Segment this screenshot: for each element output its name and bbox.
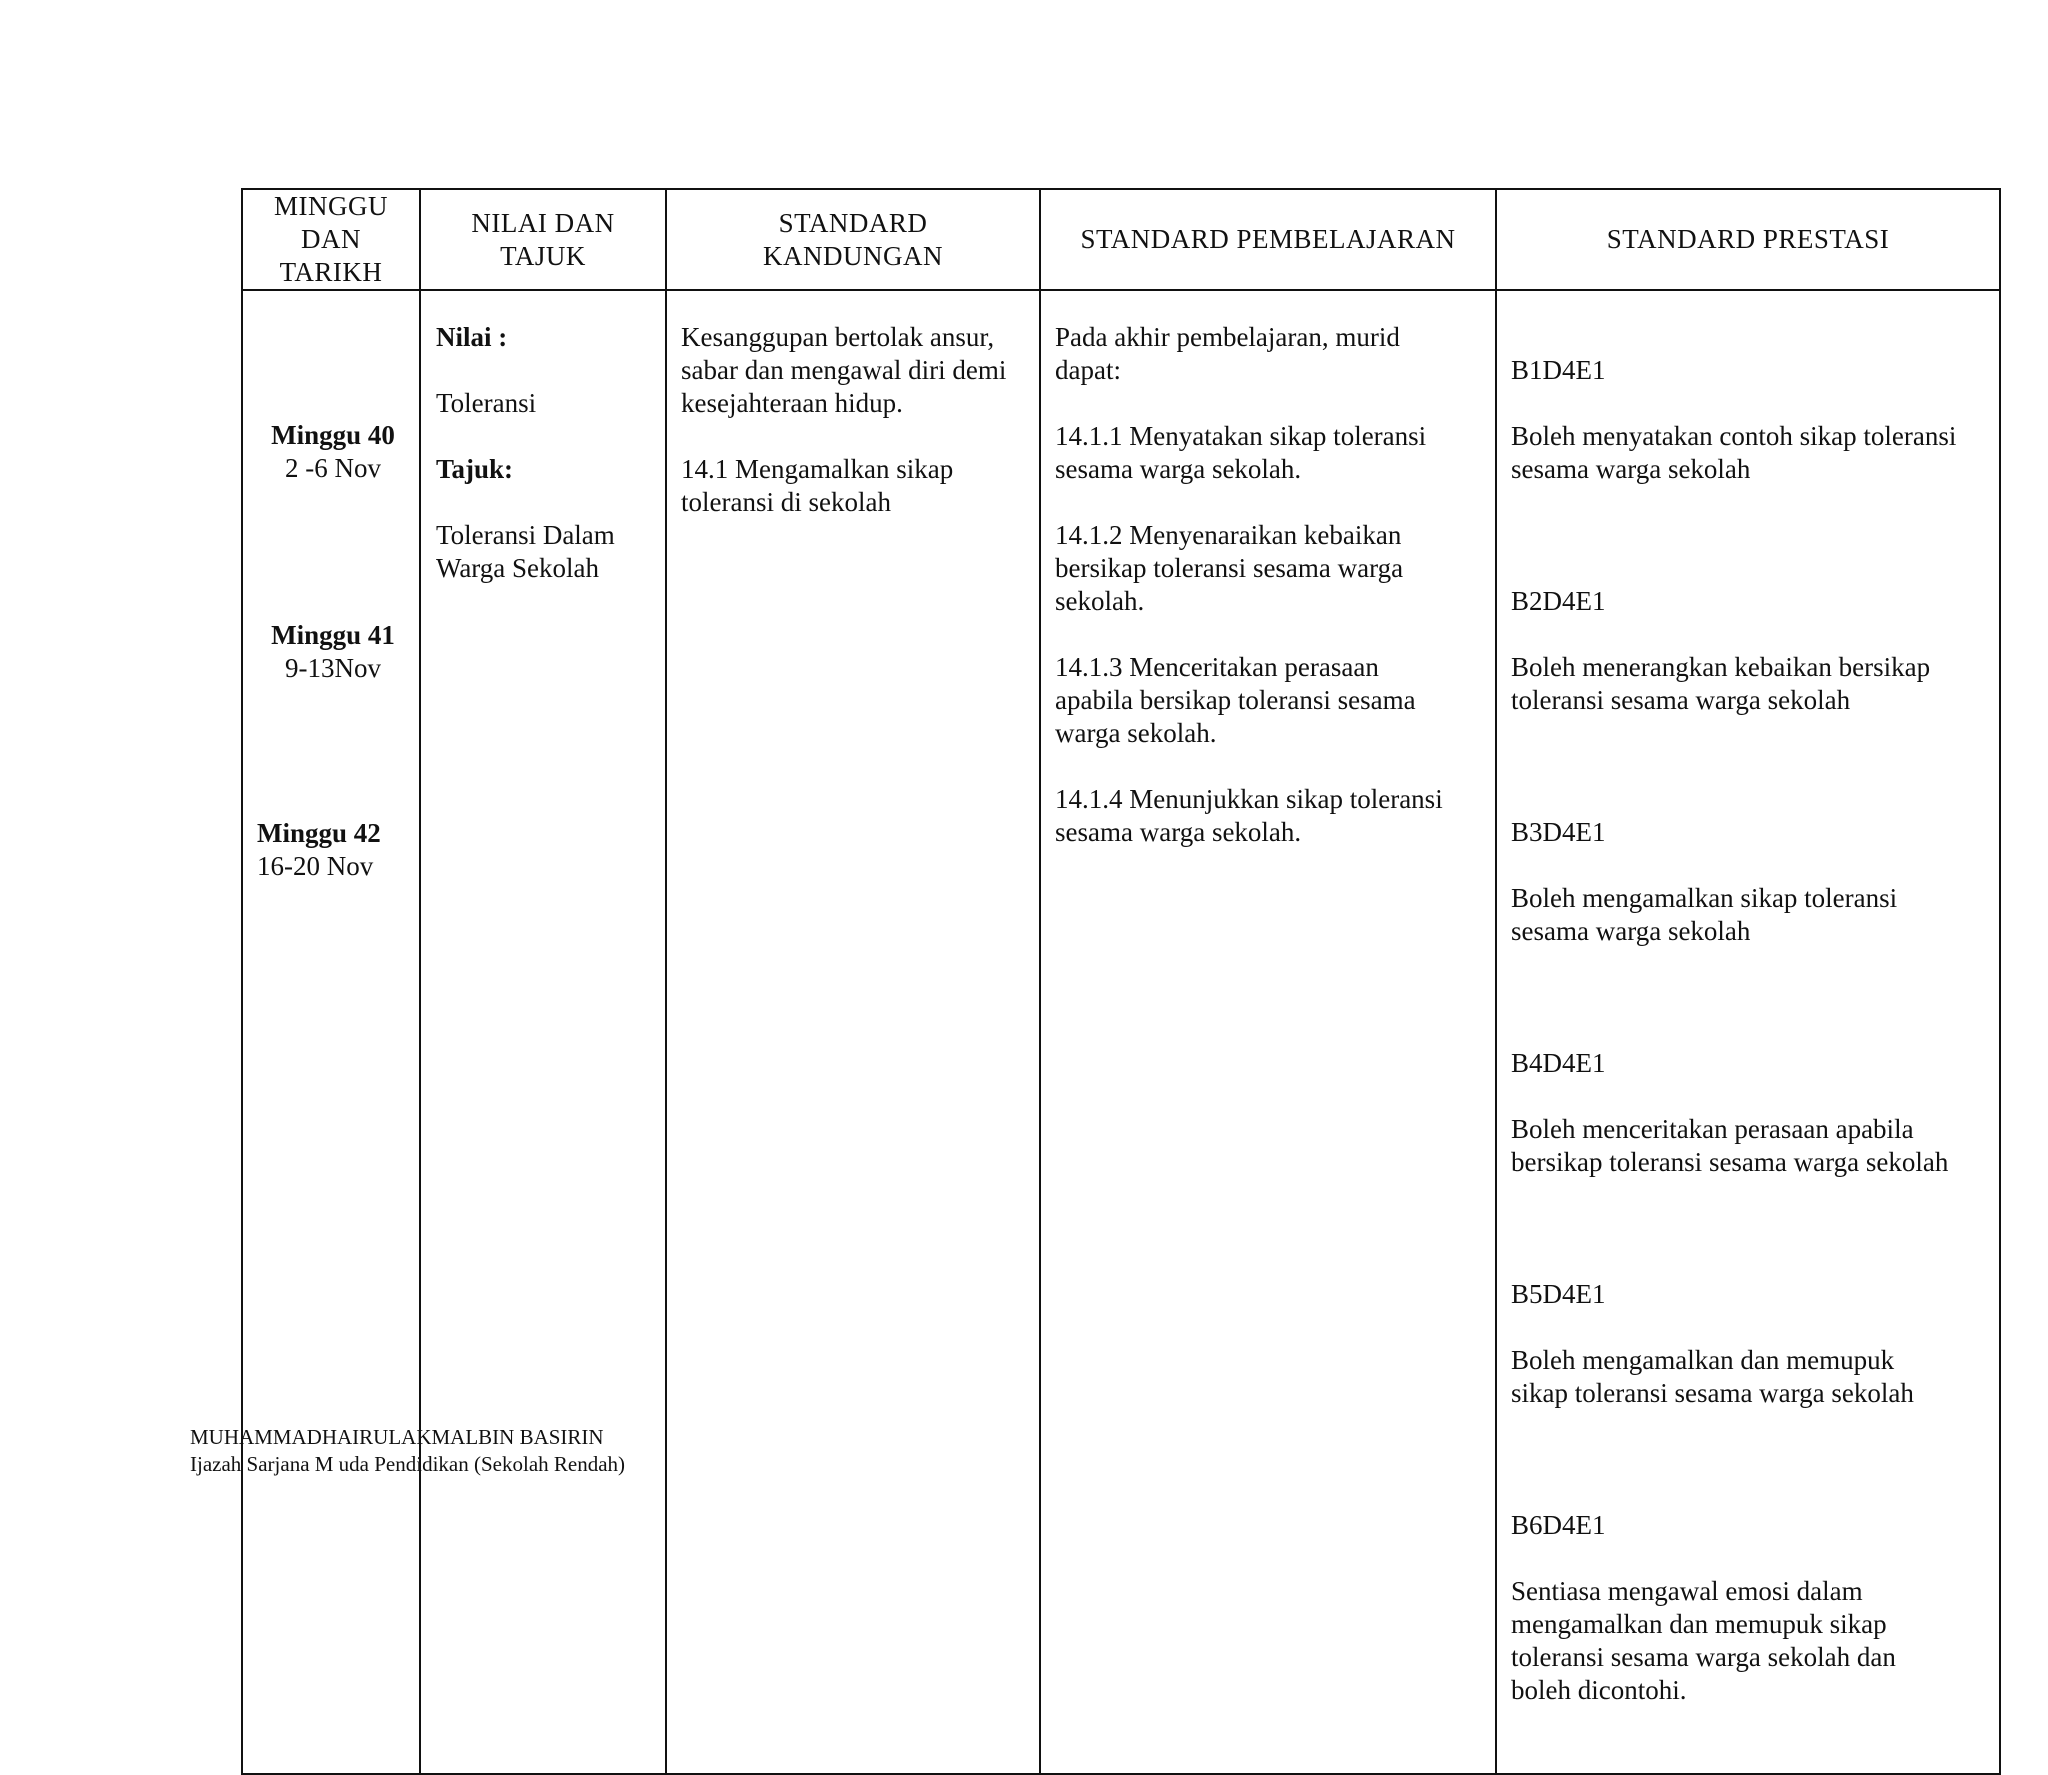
- prestasi-description: Boleh mengamalkan sikap toleransi sesama warga sekolah: [1511, 883, 1898, 946]
- header-line: STANDARD PRESTASI: [1606, 224, 1890, 254]
- prestasi-entry: [1511, 1476, 1985, 1740]
- week-entry: [257, 817, 397, 883]
- header-nilai-dan-tajuk: [420, 189, 666, 290]
- tajuk-value: Toleransi Dalam Warga Sekolah: [436, 520, 615, 583]
- header-line: MINGGU: [274, 191, 388, 221]
- prestasi-description: Boleh mengamalkan dan memupuk sikap toleransi sesama warga sekolah: [1511, 1345, 1914, 1408]
- header-minggu-dan-tarikh: [242, 189, 420, 290]
- prestasi-code: B1D4E1: [1511, 355, 1606, 385]
- week-entry: [263, 419, 403, 485]
- cell-minggu-dan-tarikh: [242, 290, 420, 1774]
- nilai-label: Nilai :: [436, 322, 508, 352]
- prestasi-code: B5D4E1: [1511, 1279, 1606, 1309]
- week-label: Minggu 42: [257, 818, 381, 848]
- week-date: 2 -6 Nov: [285, 453, 381, 483]
- week-label: Minggu 41: [271, 620, 395, 650]
- author-program: Ijazah Sarjana M uda Pendidikan (Sekolah Rendah): [190, 1452, 626, 1476]
- table-header-row: [242, 189, 2000, 290]
- prestasi-code: B3D4E1: [1511, 817, 1606, 847]
- header-line: STANDARD PEMBELAJARAN: [1080, 224, 1456, 254]
- author-name: MUHAMMADHAIRULAKMALBIN BASIRIN: [190, 1425, 604, 1449]
- header-line: TAJUK: [500, 240, 586, 271]
- prestasi-entry: [1511, 552, 1985, 750]
- header-line: KANDUNGAN: [763, 240, 943, 271]
- week-date: 9-13Nov: [285, 653, 381, 683]
- header-standard-kandungan: [666, 189, 1040, 290]
- week-label: Minggu 40: [271, 420, 395, 450]
- pembelajaran-paragraph: Pada akhir pembelajaran, murid dapat:: [1055, 322, 1400, 385]
- cell-standard-pembelajaran: [1040, 290, 1496, 1774]
- header-line: NILAI DAN: [471, 207, 615, 238]
- header-standard-prestasi: [1496, 189, 2000, 290]
- header-line: TARIKH: [279, 257, 383, 287]
- lesson-plan-table: [241, 188, 2001, 1775]
- prestasi-entry: [1511, 1245, 1985, 1443]
- header-line: DAN: [301, 224, 361, 254]
- kandungan-paragraph: Kesanggupan bertolak ansur, sabar dan mengawal diri demi kesejahteraan hidup.: [681, 322, 1007, 418]
- cell-standard-kandungan: [666, 290, 1040, 1774]
- header-line: STANDARD: [778, 207, 928, 238]
- prestasi-entry: [1511, 783, 1985, 981]
- table-body-row: [242, 290, 2000, 1774]
- kandungan-paragraph: 14.1 Mengamalkan sikap toleransi di sekolah: [681, 454, 954, 517]
- prestasi-description: Boleh menceritakan perasaan apabila bersikap toleransi sesama warga sekolah: [1511, 1114, 1949, 1177]
- header-standard-pembelajaran: [1040, 189, 1496, 290]
- prestasi-code: B4D4E1: [1511, 1048, 1606, 1078]
- prestasi-entry: [1511, 321, 1985, 519]
- pembelajaran-paragraph: 14.1.3 Menceritakan perasaan apabila bersikap toleransi sesama warga sekolah.: [1055, 652, 1416, 748]
- page-footer: [190, 1424, 625, 1478]
- nilai-value: Toleransi: [436, 388, 537, 418]
- cell-nilai-dan-tajuk: [420, 290, 666, 1774]
- prestasi-code: B6D4E1: [1511, 1510, 1606, 1540]
- prestasi-code: B2D4E1: [1511, 586, 1606, 616]
- tajuk-label: Tajuk:: [436, 454, 514, 484]
- prestasi-description: Sentiasa mengawal emosi dalam mengamalkan dan memupuk sikap toleransi sesama warga sekolah dan boleh dicontohi.: [1511, 1576, 1896, 1705]
- week-entry: [263, 619, 403, 685]
- prestasi-entry: [1511, 1014, 1985, 1212]
- prestasi-description: Boleh menyatakan contoh sikap toleransi sesama warga sekolah: [1511, 421, 1957, 484]
- cell-standard-prestasi: [1496, 290, 2000, 1774]
- week-date: 16-20 Nov: [257, 851, 374, 881]
- prestasi-description: Boleh menerangkan kebaikan bersikap toleransi sesama warga sekolah: [1511, 652, 1931, 715]
- pembelajaran-paragraph: 14.1.1 Menyatakan sikap toleransi sesama warga sekolah.: [1055, 421, 1427, 484]
- pembelajaran-paragraph: 14.1.4 Menunjukkan sikap toleransi sesama warga sekolah.: [1055, 784, 1443, 847]
- pembelajaran-paragraph: 14.1.2 Menyenaraikan kebaikan bersikap toleransi sesama warga sekolah.: [1055, 520, 1404, 616]
